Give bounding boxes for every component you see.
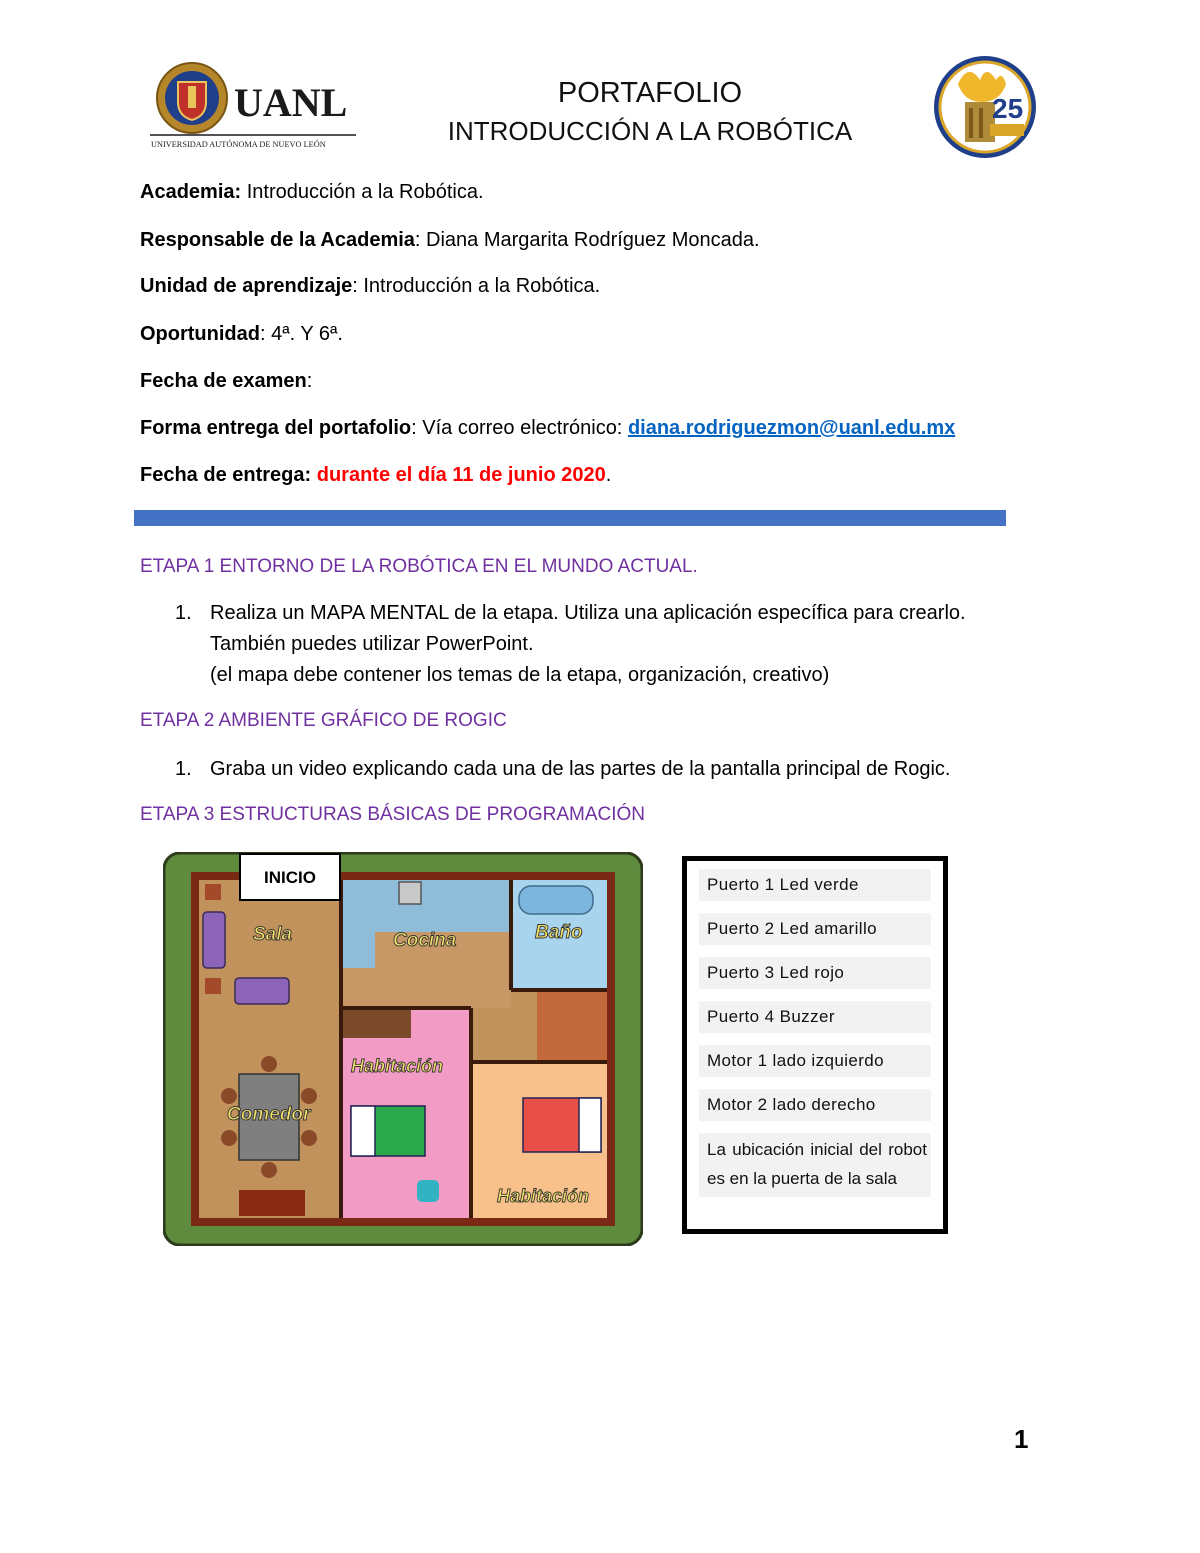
ports-table bbox=[682, 856, 948, 1234]
uanl-logo-subtext: UNIVERSIDAD AUTÓNOMA DE NUEVO LEÓN bbox=[151, 140, 326, 149]
etapa-2-item: 1. Graba un video explicando cada una de las partes de la pantalla principal de Rogic. bbox=[175, 758, 951, 780]
motor-row: Motor 2 lado derecho bbox=[699, 1089, 931, 1121]
section-divider bbox=[134, 510, 1006, 526]
field-academia: Academia: Introducción a la Robótica. bbox=[140, 181, 484, 203]
port-row: Puerto 4 Buzzer bbox=[699, 1001, 931, 1033]
field-fecha-examen: Fecha de examen: bbox=[140, 370, 313, 392]
uanl-logo bbox=[148, 58, 360, 152]
field-oportunidad: Oportunidad: 4ª. Y 6ª. bbox=[140, 323, 343, 345]
floor-plan-image bbox=[163, 852, 643, 1246]
room-label-habitacion-1: Habitación bbox=[351, 1056, 444, 1076]
etapa-2-heading: ETAPA 2 AMBIENTE GRÁFICO DE ROGIC bbox=[140, 710, 507, 731]
room-label-comedor: Comedor bbox=[227, 1104, 311, 1125]
page-number: 1 bbox=[1014, 1424, 1029, 1454]
field-unidad: Unidad de aprendizaje: Introducción a la Robótica. bbox=[140, 275, 601, 297]
room-label-sala: Sala bbox=[253, 924, 293, 945]
robot-location-note: La ubicación inicial del robot es en la puerta de la sala bbox=[699, 1133, 931, 1197]
room-label-bano: Baño bbox=[535, 922, 583, 943]
etapa-3-heading: ETAPA 3 ESTRUCTURAS BÁSICAS DE PROGRAMACIÓN bbox=[140, 804, 646, 825]
room-label-cocina: Cocina bbox=[393, 930, 457, 951]
page-title: PORTAFOLIO bbox=[557, 77, 743, 109]
port-row: Puerto 2 Led amarillo bbox=[699, 913, 931, 945]
25-logo-text: 25 bbox=[992, 93, 1024, 124]
motor-row: Motor 1 lado izquierdo bbox=[699, 1045, 931, 1077]
field-fecha-entrega: Fecha de entrega: durante el día 11 de junio 2020. bbox=[140, 464, 612, 486]
etapa-1-item: 1. Realiza un MAPA MENTAL de la etapa. Utiliza una aplicación específica para crearlo. También puedes utilizar PowerPoint. (el mapa debe contener los temas de la etapa, organización, creativo) bbox=[175, 602, 966, 686]
port-row: Puerto 3 Led rojo bbox=[699, 957, 931, 989]
email-link[interactable]: diana.rodriguezmon@uanl.edu.mx bbox=[627, 417, 956, 439]
25-anniversary-logo bbox=[932, 54, 1038, 160]
room-label-habitacion-2: Habitación bbox=[497, 1186, 590, 1206]
page-subtitle: INTRODUCCIÓN A LA ROBÓTICA bbox=[447, 116, 853, 146]
etapa-1-heading: ETAPA 1 ENTORNO DE LA ROBÓTICA EN EL MUNDO ACTUAL. bbox=[140, 556, 698, 577]
field-forma-entrega: Forma entrega del portafolio: Vía correo electrónico: diana.rodriguezmon@uanl.edu.mx bbox=[140, 417, 956, 439]
port-row: Puerto 1 Led verde bbox=[699, 869, 931, 901]
fecha-entrega-highlight: durante el día 11 de junio 2020 bbox=[311, 464, 606, 486]
uanl-logo-text: UANL bbox=[234, 80, 348, 125]
field-responsable: Responsable de la Academia: Diana Margarita Rodríguez Moncada. bbox=[140, 229, 760, 251]
inicio-label: INICIO bbox=[264, 868, 316, 887]
